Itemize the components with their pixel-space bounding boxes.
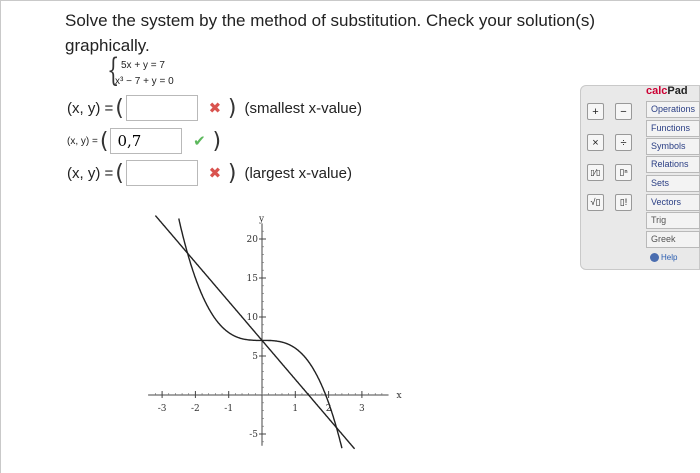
close-paren: ) xyxy=(227,95,237,121)
correct-check-icon: ✔ xyxy=(193,133,206,150)
tab-sets[interactable]: Sets xyxy=(646,175,700,192)
tab-operations[interactable]: Operations xyxy=(646,101,700,118)
y-tick-label: 20 xyxy=(246,235,258,245)
tab-symbols[interactable]: Symbols xyxy=(646,138,700,155)
graph-curves xyxy=(155,216,354,449)
exponent-button[interactable]: ▯ⁿ xyxy=(615,164,632,181)
tab-relations[interactable]: Relations xyxy=(646,156,700,173)
open-paren: ( xyxy=(115,160,124,186)
tab-greek[interactable]: Greek xyxy=(646,231,700,248)
tab-functions[interactable]: Functions xyxy=(646,120,700,137)
calcpad-title: calcPad xyxy=(646,85,688,97)
y-tick-label: 15 xyxy=(246,274,258,284)
fraction-button[interactable]: ▯⁄▯ xyxy=(587,164,604,181)
x-tick-label: 2 xyxy=(325,404,332,414)
tab-vectors[interactable]: Vectors xyxy=(646,194,700,211)
factorial-button[interactable]: ▯! xyxy=(615,194,632,211)
equation-1: 5x + y = 7 xyxy=(121,60,165,71)
open-paren: ( xyxy=(99,128,109,154)
close-paren: ) xyxy=(227,160,237,186)
cubic-curve xyxy=(179,219,342,449)
incorrect-icon: ✖ xyxy=(208,165,222,182)
x-tick-label: 3 xyxy=(359,404,365,414)
answer-note: (smallest x-value) xyxy=(244,99,362,117)
y-tick-label: -5 xyxy=(249,430,258,440)
y-axis-label: y xyxy=(259,214,265,225)
divide-button[interactable]: ÷ xyxy=(615,134,632,151)
plus-button[interactable]: + xyxy=(587,103,604,120)
problem-statement: Solve the system by the method of substitution. Check your solution(s) graphically. xyxy=(65,11,596,55)
answer-label: (x, y) = xyxy=(67,135,98,147)
times-button[interactable]: × xyxy=(587,134,604,151)
incorrect-icon: ✖ xyxy=(208,100,222,117)
tab-trig[interactable]: Trig xyxy=(646,212,700,229)
x-tick-label: 1 xyxy=(292,404,299,414)
minus-button[interactable]: − xyxy=(615,103,632,120)
y-tick-label: 5 xyxy=(252,352,258,362)
equation-2: x³ − 7 + y = 0 xyxy=(115,76,174,87)
x-tick-label: -1 xyxy=(224,404,234,414)
x-tick-label: -3 xyxy=(157,404,167,414)
system-brace: { xyxy=(107,51,120,89)
y-tick-label: 10 xyxy=(246,313,258,323)
x-axis-label: x xyxy=(396,391,402,401)
answer-note: (largest x-value) xyxy=(244,164,352,182)
sqrt-button[interactable]: √▯ xyxy=(587,194,604,211)
help-label: Help xyxy=(661,253,678,262)
answer-label: (x, y) = xyxy=(67,164,114,182)
graph-ticks xyxy=(155,231,381,442)
close-paren: ) xyxy=(212,128,222,154)
answer-label: (x, y) = xyxy=(67,99,114,117)
x-tick-label: -2 xyxy=(191,404,200,414)
line-curve xyxy=(155,216,354,449)
open-paren: ( xyxy=(115,95,124,121)
